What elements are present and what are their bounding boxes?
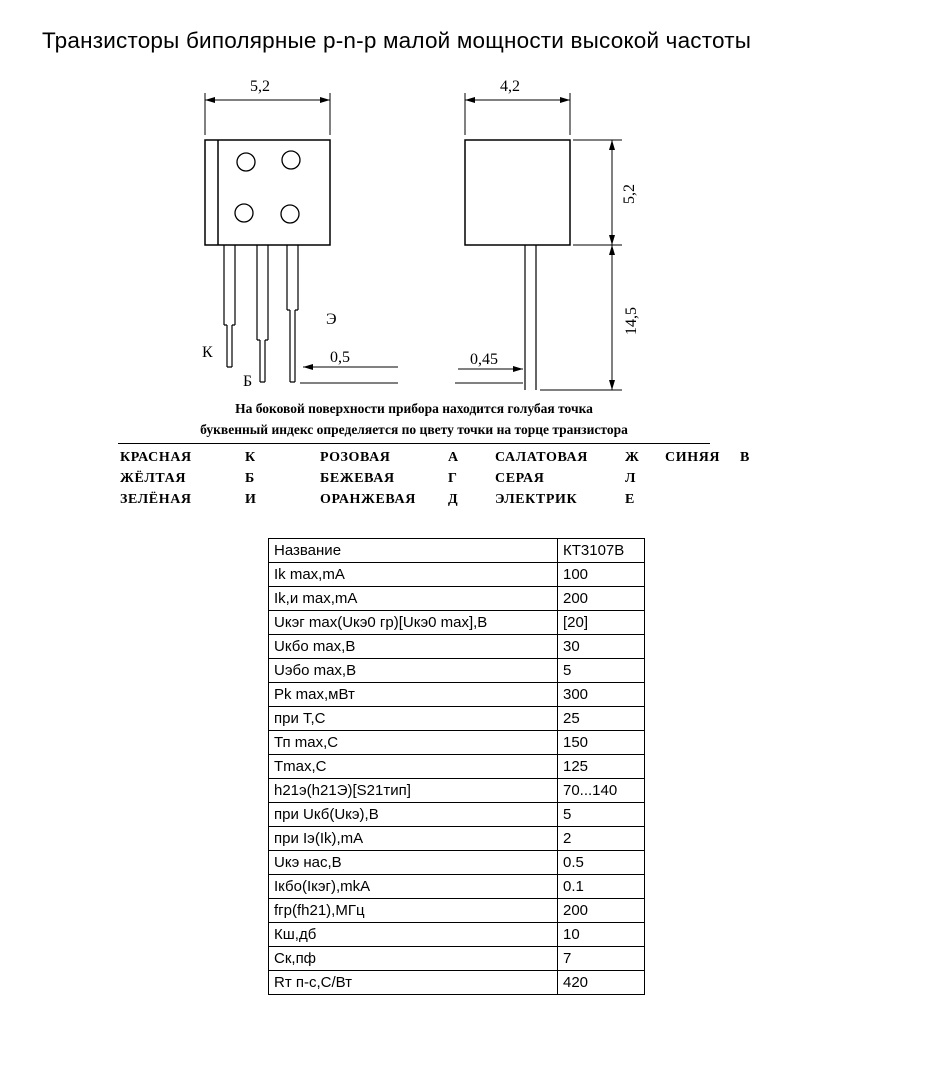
note-line-2: буквенный индекс определяется по цвету точки на торце транзистора: [200, 422, 628, 437]
color-name: САЛАТОВАЯ: [495, 450, 588, 465]
param-value-cell: 200: [558, 899, 645, 923]
color-code-row: [120, 492, 800, 508]
param-name-cell: Pk max,мВт: [269, 683, 558, 707]
param-name-cell: Ск,пф: [269, 947, 558, 971]
front-width-label: 5,2: [250, 78, 270, 95]
color-code: А: [448, 450, 459, 465]
table-row: [269, 971, 645, 995]
front-index-dots: [235, 151, 300, 223]
param-value-cell: [20]: [558, 611, 645, 635]
param-name-cell: при Iэ(Ik),mA: [269, 827, 558, 851]
note-line-1: На боковой поверхности прибора находится голубая точка: [235, 401, 593, 416]
side-lead: [525, 245, 536, 390]
param-value-cell: 200: [558, 587, 645, 611]
front-lead-width-dimension: [300, 367, 398, 383]
param-name-cell: Uкбо max,В: [269, 635, 558, 659]
side-view: [455, 93, 622, 390]
color-code-row: [120, 471, 800, 487]
param-value-cell: 5: [558, 803, 645, 827]
param-value-cell: 30: [558, 635, 645, 659]
table-row: [269, 587, 645, 611]
pin-label-collector: К: [202, 344, 213, 361]
color-name: СЕРАЯ: [495, 471, 545, 486]
color-name: ЗЕЛЁНАЯ: [120, 492, 192, 507]
param-value-cell: 420: [558, 971, 645, 995]
side-depth-label: 4,2: [500, 78, 520, 95]
param-name-cell: Uкэ нас,В: [269, 851, 558, 875]
side-lead-thickness-dimension: [455, 369, 523, 383]
front-leads: [224, 245, 298, 382]
table-row: [269, 563, 645, 587]
param-name-cell: Ik,и max,mA: [269, 587, 558, 611]
table-row: [269, 659, 645, 683]
side-depth-dimension: [465, 93, 570, 135]
color-name: ОРАНЖЕВАЯ: [320, 492, 416, 507]
front-width-dimension: [205, 93, 330, 135]
table-header-row: [269, 539, 645, 563]
table-row: [269, 707, 645, 731]
color-name: СИНЯЯ: [665, 450, 721, 465]
table-row: [269, 683, 645, 707]
param-name-cell: Кш,дб: [269, 923, 558, 947]
note-block: [118, 398, 710, 444]
param-name-cell: при Т,С: [269, 707, 558, 731]
color-code: Д: [448, 492, 459, 507]
color-name: КРАСНАЯ: [120, 450, 192, 465]
param-value-cell: 150: [558, 731, 645, 755]
front-view: [205, 93, 398, 383]
param-value-cell: 10: [558, 923, 645, 947]
param-value-cell: 70...140: [558, 779, 645, 803]
color-code: Ж: [625, 450, 640, 465]
param-value-cell: 100: [558, 563, 645, 587]
header-value-cell: КТ3107В: [558, 539, 645, 563]
table-row: [269, 779, 645, 803]
color-code: Л: [625, 471, 637, 486]
parameters-table: [268, 538, 645, 995]
side-height-and-lead-dimensions: [540, 140, 622, 390]
param-value-cell: 25: [558, 707, 645, 731]
front-body-outline: [205, 140, 330, 245]
color-code: Г: [448, 471, 458, 486]
table-row: [269, 851, 645, 875]
param-value-cell: 0.5: [558, 851, 645, 875]
color-code: К: [245, 450, 256, 465]
side-lead-length-label: 14,5: [623, 307, 640, 335]
table-row: [269, 611, 645, 635]
pin-label-base: Б: [243, 373, 253, 390]
color-code: Б: [245, 471, 255, 486]
package-drawings: [0, 75, 700, 395]
color-code: Е: [625, 492, 635, 507]
param-value-cell: 2: [558, 827, 645, 851]
param-name-cell: Iкбо(Iкэг),mkA: [269, 875, 558, 899]
color-code: В: [740, 450, 750, 465]
param-name-cell: Uэбо max,В: [269, 659, 558, 683]
table-row: [269, 755, 645, 779]
table-row: [269, 827, 645, 851]
param-name-cell: Tmax,С: [269, 755, 558, 779]
page-title: Транзисторы биполярные p-n-p малой мощности высокой частоты: [42, 28, 752, 53]
color-name: ЖЁЛТАЯ: [120, 471, 187, 486]
header-name-cell: Название: [269, 539, 558, 563]
side-lead-thickness-label: 0,45: [470, 351, 498, 368]
color-code-row: [120, 450, 800, 466]
param-value-cell: 5: [558, 659, 645, 683]
table-row: [269, 635, 645, 659]
param-value-cell: 7: [558, 947, 645, 971]
param-value-cell: 125: [558, 755, 645, 779]
color-name: РОЗОВАЯ: [320, 450, 391, 465]
table-row: [269, 731, 645, 755]
table-row: [269, 875, 645, 899]
param-value-cell: 300: [558, 683, 645, 707]
param-name-cell: при Uкб(Uкэ),В: [269, 803, 558, 827]
param-value-cell: 0.1: [558, 875, 645, 899]
param-name-cell: Тп max,С: [269, 731, 558, 755]
param-name-cell: Rт п-с,С/Вт: [269, 971, 558, 995]
dimension-labels: [202, 78, 640, 390]
pin-label-emitter: Э: [326, 311, 337, 328]
color-code-table: [120, 450, 800, 513]
color-name: БЕЖЕВАЯ: [320, 471, 395, 486]
param-name-cell: Uкэг max(Uкэ0 гр)[Uкэ0 max],В: [269, 611, 558, 635]
front-lead-width-label: 0,5: [330, 349, 350, 366]
color-code: И: [245, 492, 257, 507]
table-row: [269, 923, 645, 947]
side-body-outline: [465, 140, 570, 245]
param-name-cell: h21э(h21Э)[S21тип]: [269, 779, 558, 803]
table-row: [269, 947, 645, 971]
param-name-cell: fгр(fh21),МГц: [269, 899, 558, 923]
table-row: [269, 803, 645, 827]
table-row: [269, 899, 645, 923]
color-name: ЭЛЕКТРИК: [495, 492, 578, 507]
param-name-cell: Ik max,mA: [269, 563, 558, 587]
side-height-label: 5,2: [621, 184, 638, 204]
